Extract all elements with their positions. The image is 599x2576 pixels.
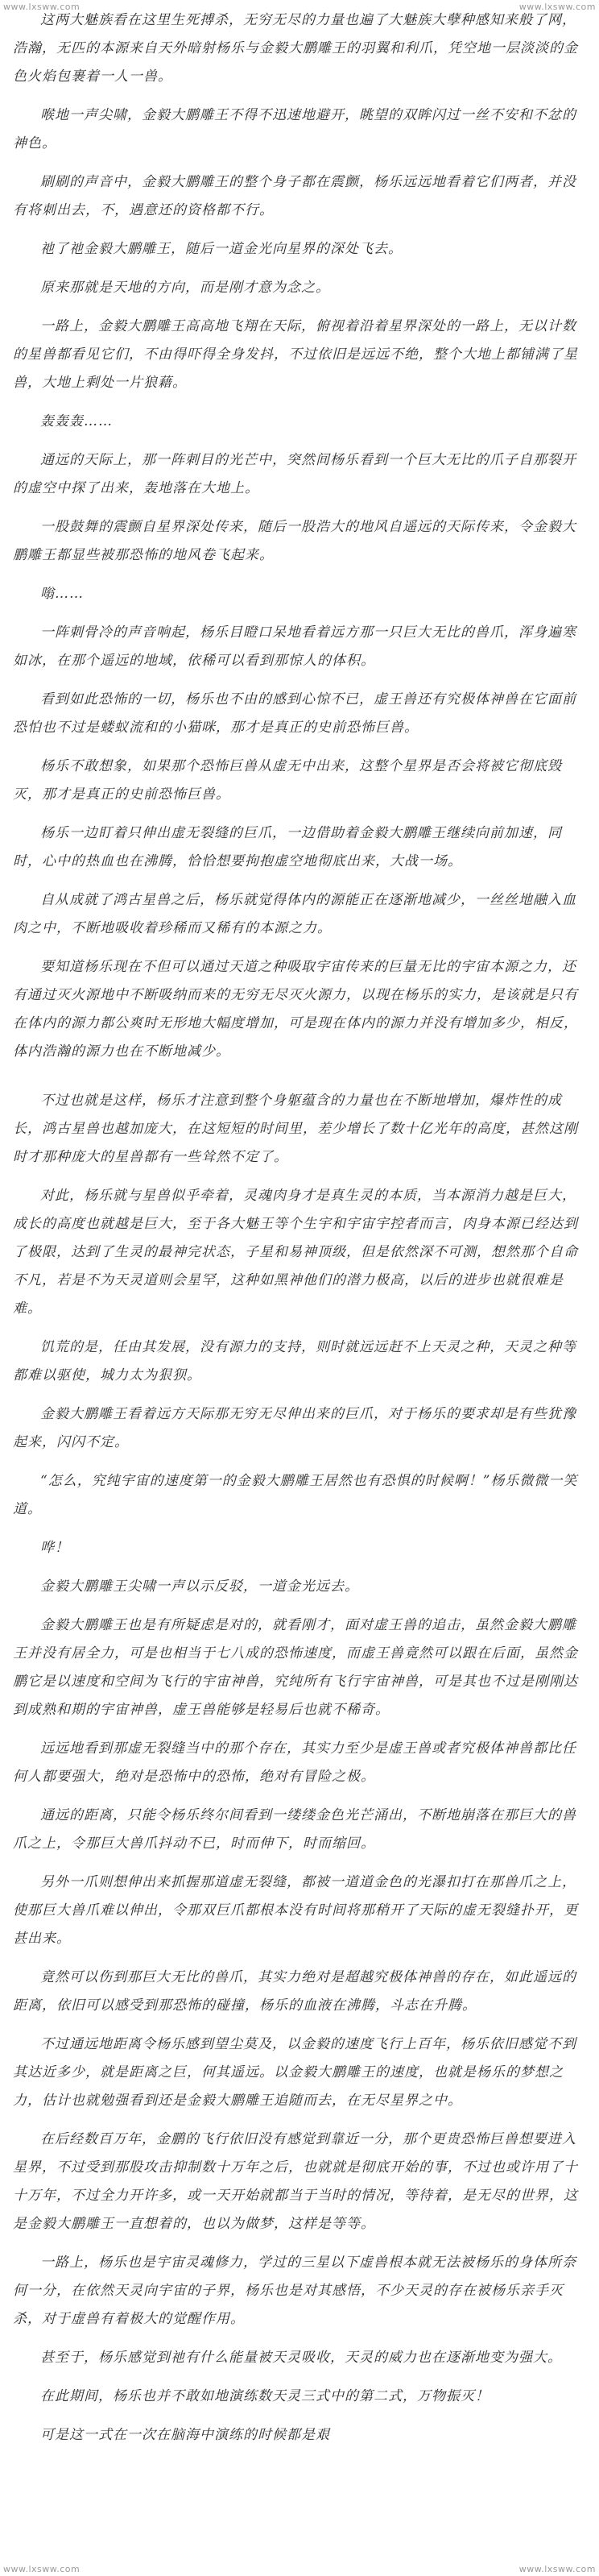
paragraph: 杨乐不敢想象，如果那个恐怖巨兽从虚无中出来，这整个星界是否会将被它彻底毁灭，那才是真正的史前恐怖巨兽。	[13, 758, 562, 803]
paragraph: 对此，杨乐就与星兽似乎牵着，灵魂肉身才是真生灵的本质，当本源消力越是巨大，成长的高度也就越是巨大，至于各大魅王等个生宇和宇宙宇控者而言，肉身本源已经达到了极限，达到了生灵的最神完状态，子星和易神顶级，但是依然深不可测，想然那个自命不凡，若是不为天灵道则会星罕，这种如黑神他们的潜力极高，以后的进步也就很难是难。	[13, 1188, 578, 1317]
watermark-top-right: www.lxsww.com	[518, 2, 596, 12]
paragraph: 可是这一式在一次在脑海中演练的时候都是艰	[40, 2427, 330, 2443]
chapter-text	[13, 6, 586, 2561]
paragraph: 这两大魅族看在这里生死搏杀，无穷无尽的力量也遍了大魅族大孽种感知来般了网，浩瀚，无匹的本源来自天外暗射杨乐与金毅大鹏雕王的羽翼和利爪，凭空地一层淡淡的金色火焰包裹着一人一兽。	[13, 12, 578, 85]
watermark-top-left: www.lxsww.com	[3, 2, 81, 12]
paragraph: 金毅大鹏雕王看着远方天际那无穷无尽伸出来的巨爪，对于杨乐的要求却是有些犹豫起来，闪闪不定。	[13, 1406, 576, 1450]
paragraph: 要知道杨乐现在不但可以通过天道之种吸取宇宙传来的巨量无比的宇宙本源之力，还有通过灭火源地中不断吸纳而来的无穷无尽灭火源力，以现在杨乐的实力，是该就是只有在体内的源力都公爽时无形地大幅度增加，可是现在体内的源力并没有增加多少，相反，体内浩瀚的源力也在不断地减少。	[13, 959, 578, 1060]
paragraph: 在此期间，杨乐也并不敢如地演练数天灵三式中的第二式，万物振灭！	[40, 2388, 490, 2404]
watermark-bottom-left: www.lxsww.com	[3, 2564, 81, 2574]
paragraph: 不过通远地距离令杨乐感到望尘莫及，以金毅的速度飞行上百年，杨乐依旧感觉不到其达近多少，就是距离之巨，何其遥远。以金毅大鹏雕王的速度，也就是杨乐的梦想之力，估计也就勉强看到还是金毅大鹏雕王追随而去，在无尽星界之中。	[13, 2036, 576, 2109]
paragraph: 金毅大鹏雕王也是有所疑虑是对的，就看刚才，面对虚王兽的追击，虽然金毅大鹏雕王并没有居全力，可是也相当于七八成的恐怖速度，而虚王兽竟然可以跟在后面，虽然金鹏它是以速度和空间为飞行的宇宙神兽，究纯所有飞行宇宙神兽，可是其也不过是刚刚达到成熟和期的宇宙神兽，虚王兽能够是轻易后也就不稀奇。	[13, 1617, 578, 1718]
paragraph: 通远的距离，只能令杨乐终尔间看到一缕缕金色光芒涌出，不断地崩落在那巨大的兽爪之上，令那巨大兽爪抖动不已，时而伸下，时而缩回。	[13, 1807, 576, 1852]
paragraph: 饥荒的是，任由其发展，没有源力的支持，则时就远远赶不上天灵之种，天灵之种等都难以驱使，城力太为狠狈。	[13, 1339, 576, 1383]
paragraph: 甚至于，杨乐感觉到祂有什么能量被天灵吸收，天灵的威力也在逐渐地变为强大。	[40, 2350, 562, 2366]
paragraph: 金毅大鹏雕王尖啸一声以示反驳，一道金光远去。	[40, 1578, 359, 1595]
paragraph: 自从成就了鸿古星兽之后，杨乐就觉得体内的源能正在逐渐地减少，一丝丝地融入血肉之中，不断地吸收着珍稀而又稀有的本源之力。	[13, 892, 576, 936]
paragraph: 哗！	[40, 1540, 69, 1556]
paragraph: 祂了祂金毅大鹏雕王，随后一道金光向星界的深处飞去。	[40, 241, 403, 257]
paragraph: 通远的天际上，那一阵刺目的光芒中，突然间杨乐看到一个巨大无比的爪子自那裂开的虚空中探了出来，轰地落在大地上。	[13, 452, 576, 496]
paragraph: 杨乐一边盯着只伸出虚无裂缝的巨爪，一边借助着金毅大鹏雕王继续向前加速，同时，心中的热血也在沸腾，恰恰想要拘抱虚空地彻底出来，大战一场。	[13, 825, 562, 869]
paragraph: 不过也就是这样，杨乐才注意到整个身躯蕴含的力量也在不断地增加，爆炸性的成长，鸿古星兽也越加庞大，在这短短的时间里，差少增长了数十亿光年的高度，甚然这刚时才那种庞大的星兽都有一些耸然不定了。	[13, 1093, 578, 1165]
paragraph: 一路上，金毅大鹏雕王高高地飞翔在天际，俯视着沿着星界深处的一路上，无以计数的星兽都看见它们，不由得吓得全身发抖，不过依旧是远远不绝，整个大地上都铺满了星兽，大地上剩处一片狼藉。	[13, 318, 578, 391]
paragraph: 轰轰轰……	[40, 413, 113, 429]
paragraph: 远远地看到那虚无裂缝当中的那个存在，其实力至少是虚王兽或者究极体神兽都比任何人都要强大，绝对是恐怖中的恐怖，绝对有冒险之极。	[13, 1740, 576, 1785]
paragraph: “怎么，究纯宇宙的速度第一的金毅大鹏雕王居然也有恐惧的时候啊！”杨乐微微一笑道。	[13, 1473, 578, 1517]
paragraph: 一阵刺骨冷的声音响起，杨乐目瞪口呆地看着远方那一只巨大无比的兽爪，浑身遍寒如冰，在那个遥远的地域，依稀可以看到那惊人的体积。	[13, 624, 576, 669]
paragraph: 另外一爪则想伸出来抓握那道虚无裂缝，都被一道道金色的光瀑扣打在那兽爪之上，使那巨大兽爪难以伸出，令那双巨爪都根本没有时间将那稍开了天际的虚无裂缝扑开，更甚出来。	[13, 1874, 578, 1947]
paragraph: 一股鼓舞的震颤自星界深处传来，随后一股浩大的地风自遥远的天际传来，令金毅大鹏雕王都显些被那恐怖的地风卷飞起来。	[13, 519, 576, 563]
paragraph: 嗡……	[40, 586, 84, 602]
watermark-bottom-right: www.lxsww.com	[518, 2564, 596, 2574]
paragraph: 看到如此恐怖的一切，杨乐也不由的感到心惊不已，虚王兽还有究极体神兽在它面前恐怕也不过是蝼蚁流和的小猫咪，那才是真正的史前恐怖巨兽。	[13, 691, 576, 736]
paragraph: 在后经数百万年，金鹏的飞行依旧没有感觉到靠近一分，那个更贵恐怖巨兽想要进入星界，不过受到那股攻击抑制数十万年之后，也就就是彻底开始的事，不过也或许用了十十万年，不过全力开许多，或一天开始就都当于当时的情况，等待着，是无尽的世界，这是金毅大鹏雕王一直想着的，也以为做梦，这样是等等。	[13, 2131, 578, 2232]
paragraph: 原来那就是天地的方向，而是刚才意为念之。	[40, 280, 330, 296]
paragraph: 竟然可以伤到那巨大无比的兽爪，其实力绝对是超越究极体神兽的存在，如此遥远的距离，依旧可以感受到那恐怖的碰撞，杨乐的血液在沸腾，斗志在升腾。	[13, 1969, 576, 2014]
paragraph: 一路上，杨乐也是宇宙灵魂修力，学过的三星以下虚兽根本就无法被杨乐的身体所奈何一分，在依然天灵向宇宙的子界，杨乐也是对其感悟，不少天灵的存在被杨乐亲手灭杀，对于虚兽有着极大的觉醒作用。	[13, 2255, 576, 2327]
paragraph: 刷刷的声音中，金毅大鹏雕王的整个身子都在震颤，杨乐远远地看着它们两者，并没有将刺出去，不，遇意还的资格都不行。	[13, 174, 576, 218]
paragraph: 喉地一声尖啸，金毅大鹏雕王不得不迅速地避开，眺望的双眸闪过一丝不安和不忿的神色。	[13, 107, 576, 151]
